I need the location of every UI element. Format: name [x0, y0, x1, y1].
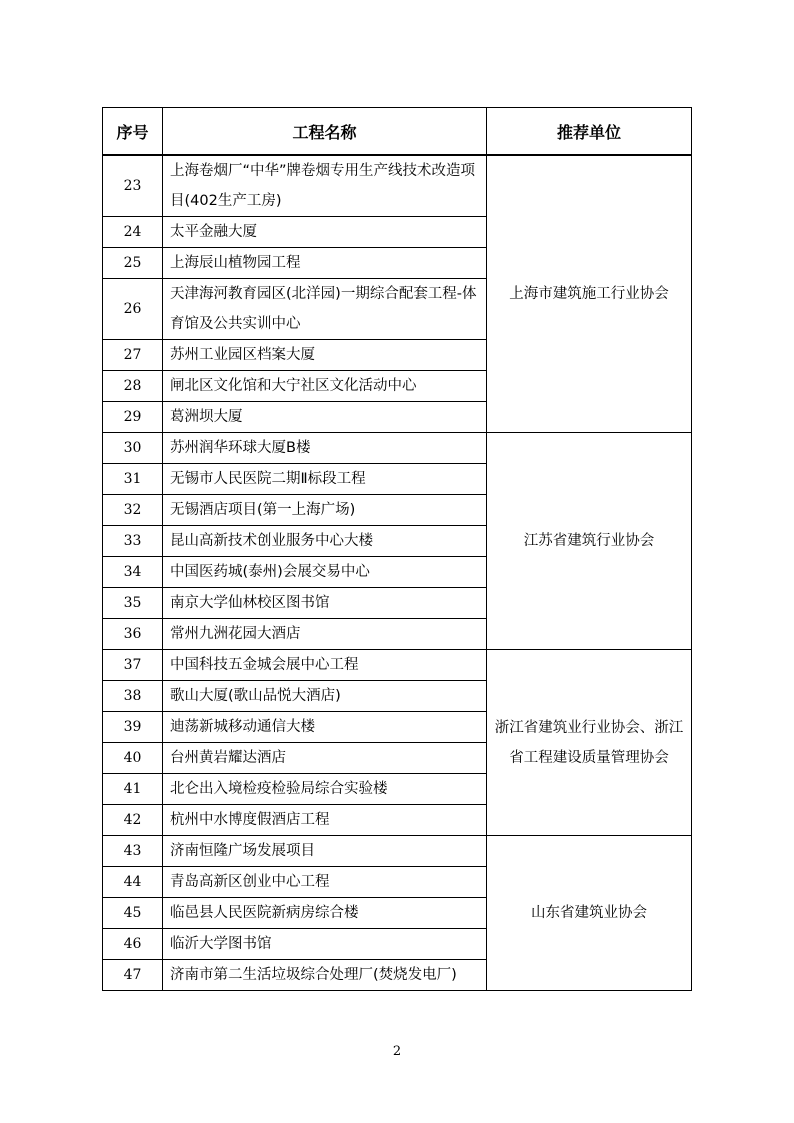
project-name: 上海辰山植物园工程	[163, 248, 487, 279]
table-row	[103, 433, 692, 464]
row-number: 34	[103, 557, 163, 588]
row-number: 44	[103, 867, 163, 898]
row-number: 37	[103, 650, 163, 681]
recommending-unit: 山东省建筑业协会	[487, 836, 692, 991]
page-number: 2	[392, 1044, 402, 1059]
project-name: 济南市第二生活垃圾综合处理厂(焚烧发电厂)	[163, 960, 487, 991]
table-body	[103, 155, 692, 991]
row-number: 40	[103, 743, 163, 774]
row-number: 31	[103, 464, 163, 495]
project-name: 台州黄岩耀达酒店	[163, 743, 487, 774]
row-number: 24	[103, 217, 163, 248]
project-name: 苏州润华环球大厦B楼	[163, 433, 487, 464]
row-number: 45	[103, 898, 163, 929]
project-name: 常州九洲花园大酒店	[163, 619, 487, 650]
row-number: 43	[103, 836, 163, 867]
project-name: 苏州工业园区档案大厦	[163, 340, 487, 371]
row-number: 26	[103, 279, 163, 340]
row-number: 42	[103, 805, 163, 836]
project-name: 中国科技五金城会展中心工程	[163, 650, 487, 681]
project-name: 中国医药城(泰州)会展交易中心	[163, 557, 487, 588]
row-number: 32	[103, 495, 163, 526]
recommending-unit: 上海市建筑施工行业协会	[487, 155, 692, 433]
row-number: 33	[103, 526, 163, 557]
row-number: 27	[103, 340, 163, 371]
project-name: 上海卷烟厂“中华”牌卷烟专用生产线技术改造项目(402生产工房)	[163, 155, 487, 217]
projects-table	[102, 107, 692, 991]
row-number: 35	[103, 588, 163, 619]
project-name: 歌山大厦(歌山品悦大酒店)	[163, 681, 487, 712]
row-number: 29	[103, 402, 163, 433]
project-name: 济南恒隆广场发展项目	[163, 836, 487, 867]
row-number: 30	[103, 433, 163, 464]
table-header	[103, 108, 692, 156]
project-name: 临沂大学图书馆	[163, 929, 487, 960]
row-number: 39	[103, 712, 163, 743]
project-name: 临邑县人民医院新病房综合楼	[163, 898, 487, 929]
row-number: 25	[103, 248, 163, 279]
header-recommending-unit: 推荐单位	[487, 108, 692, 156]
header-seq: 序号	[103, 108, 163, 156]
project-name: 北仑出入境检疫检验局综合实验楼	[163, 774, 487, 805]
row-number: 38	[103, 681, 163, 712]
project-name: 葛洲坝大厦	[163, 402, 487, 433]
recommending-unit: 浙江省建筑业行业协会、浙江省工程建设质量管理协会	[487, 650, 692, 836]
project-name: 无锡酒店项目(第一上海广场)	[163, 495, 487, 526]
row-number: 23	[103, 155, 163, 217]
header-row	[103, 108, 692, 156]
row-number: 36	[103, 619, 163, 650]
project-name: 杭州中水博度假酒店工程	[163, 805, 487, 836]
project-name: 无锡市人民医院二期Ⅱ标段工程	[163, 464, 487, 495]
project-name: 昆山高新技术创业服务中心大楼	[163, 526, 487, 557]
row-number: 46	[103, 929, 163, 960]
row-number: 47	[103, 960, 163, 991]
row-number: 41	[103, 774, 163, 805]
row-number: 28	[103, 371, 163, 402]
project-name: 天津海河教育园区(北洋园)一期综合配套工程-体育馆及公共实训中心	[163, 279, 487, 340]
table-row	[103, 836, 692, 867]
project-name: 太平金融大厦	[163, 217, 487, 248]
table-row	[103, 650, 692, 681]
project-name: 迪荡新城移动通信大楼	[163, 712, 487, 743]
header-project-name: 工程名称	[163, 108, 487, 156]
table-row	[103, 155, 692, 217]
project-name: 南京大学仙林校区图书馆	[163, 588, 487, 619]
project-name: 青岛高新区创业中心工程	[163, 867, 487, 898]
recommending-unit: 江苏省建筑行业协会	[487, 433, 692, 650]
project-name: 闸北区文化馆和大宁社区文化活动中心	[163, 371, 487, 402]
